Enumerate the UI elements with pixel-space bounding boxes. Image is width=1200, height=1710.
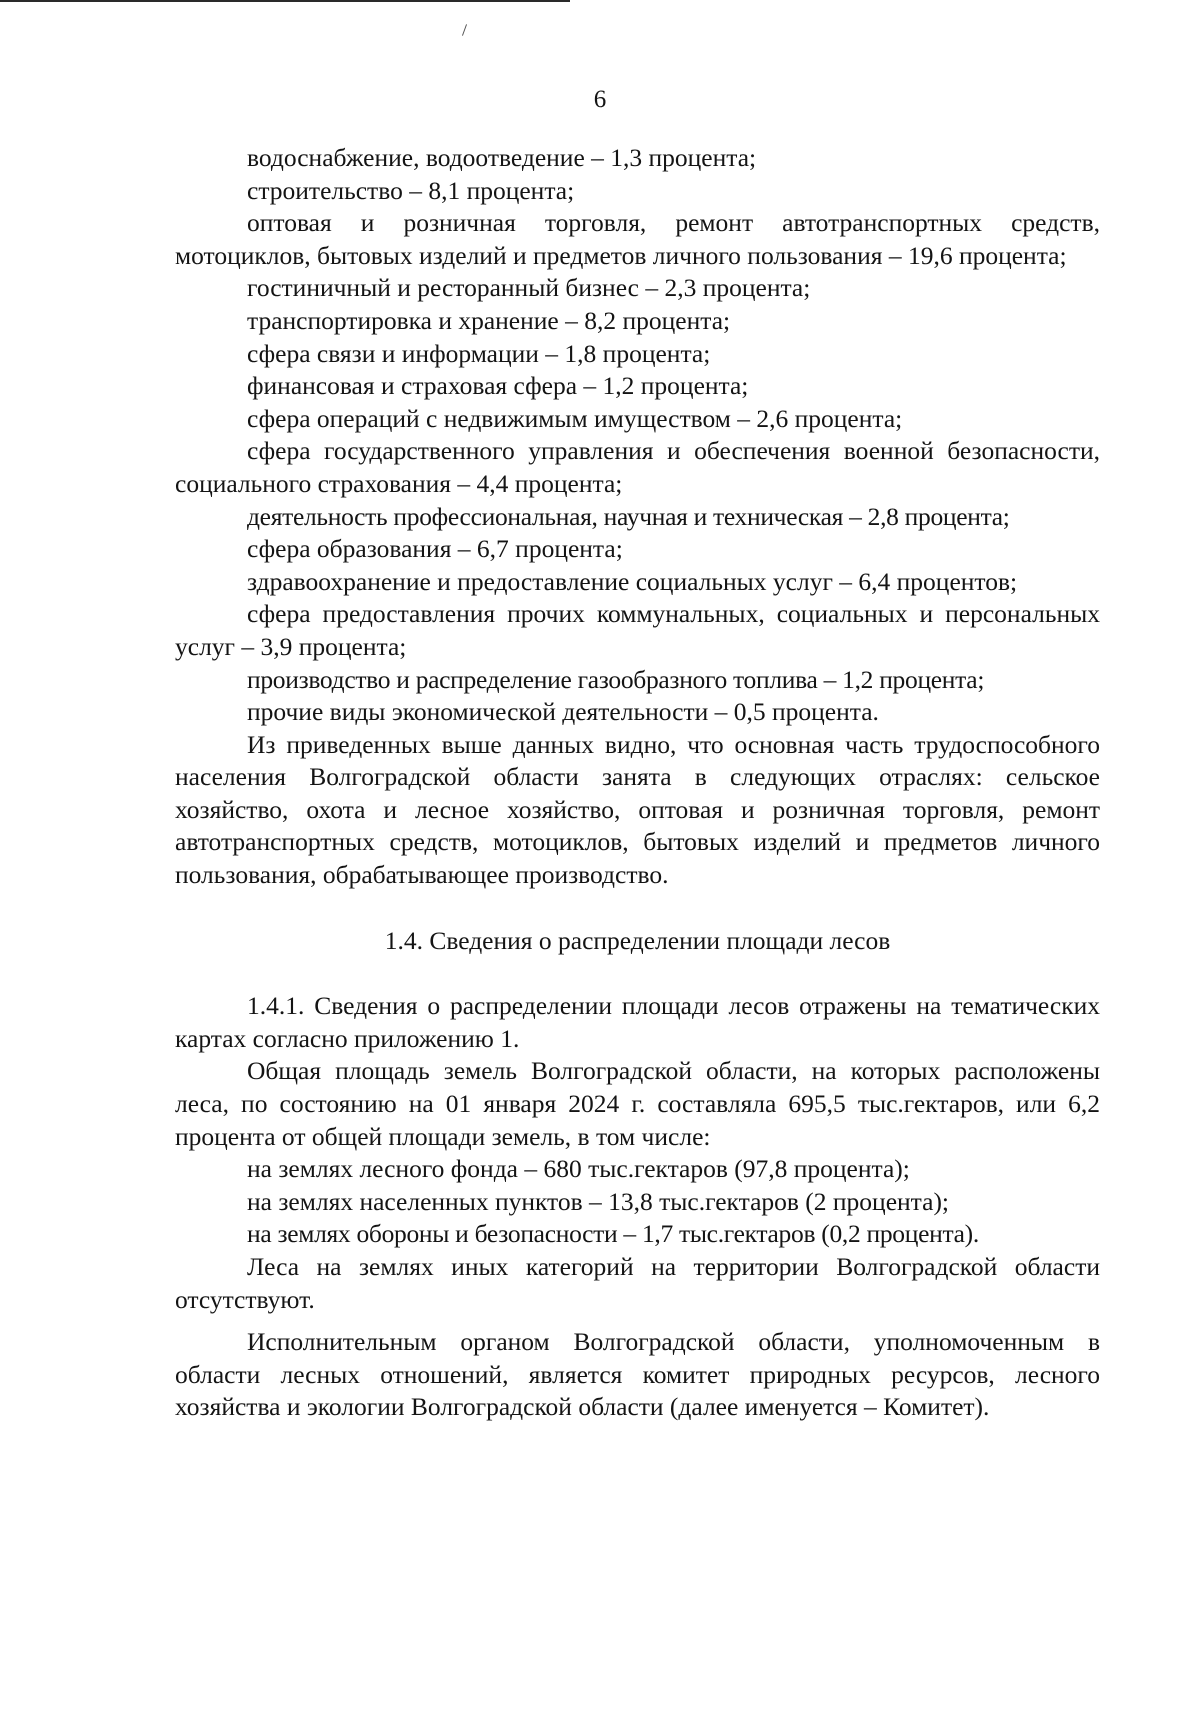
- paragraph: производство и распределение газообразного топлива – 1,2 процента;: [247, 664, 985, 694]
- paragraph: прочие виды экономической деятельности – 0,5 процента.: [247, 697, 879, 727]
- scan-mark: [462, 24, 467, 36]
- spacer: [175, 1316, 1100, 1326]
- paragraph: Леса на землях иных категорий на территории Волгоградской области отсутствуют.: [175, 1252, 1100, 1314]
- paragraph: сфера образования – 6,7 процента;: [247, 534, 623, 564]
- page-number: 6: [593, 86, 607, 113]
- paragraph: сфера предоставления прочих коммунальных, социальных и персональных услуг – 3,9 процента;: [175, 599, 1100, 661]
- paragraph: гостиничный и ресторанный бизнес – 2,3 процента;: [247, 273, 811, 303]
- scan-edge-line: [0, 0, 570, 2]
- paragraph: сфера связи и информации – 1,8 процента;: [247, 338, 711, 368]
- paragraph: оптовая и розничная торговля, ремонт автотранспортных средств, мотоциклов, бытовых изделий и предметов личного пользования – 19,6 процента;: [175, 208, 1100, 270]
- paragraph: водоснабжение, водоотведение – 1,3 процента;: [247, 143, 757, 172]
- paragraph: деятельность профессиональная, научная и техническая – 2,8 процента;: [247, 501, 1010, 531]
- paragraph: здравоохранение и предоставление социальных услуг – 6,4 процентов;: [247, 566, 1018, 596]
- paragraph: Из приведенных выше данных видно, что основная часть трудоспособного населения Волгоградской области занята в следующих отраслях: сельское хозяйство, охота и лесное хозяйство, оптовая и розничная торговля, ремонт автотранспортных средств, мотоциклов, бытовых изделий и предметов личного пользования, обрабатывающее производство.: [175, 729, 1100, 890]
- paragraph: Общая площадь земель Волгоградской области, на которых расположены леса, по состоянию на 01 января 2024 г. составляла 695,5 тыс.гектаров, или 6,2 процента от общей площади земель, в том числе:: [175, 1056, 1100, 1151]
- paragraph: 1.4.1. Сведения о распределении площади лесов отражены на тематических картах согласно приложению 1.: [175, 991, 1100, 1053]
- paragraph: сфера государственного управления и обеспечения военной безопасности, социального страхования – 4,4 процента;: [175, 436, 1100, 498]
- section-heading: 1.4. Сведения о распределении площади лесов: [384, 925, 891, 955]
- spacer: [175, 892, 1100, 925]
- main-text: [175, 142, 1100, 1424]
- paragraph: Исполнительным органом Волгоградской области, уполномоченным в области лесных отношений, является комитет природных ресурсов, лесного хозяйства и экологии Волгоградской области (далее именуется – Комитет).: [175, 1327, 1100, 1422]
- paragraph: финансовая и страховая сфера – 1,2 процента;: [247, 371, 749, 401]
- spacer: [175, 957, 1100, 990]
- paragraph: на землях лесного фонда – 680 тыс.гектаров (97,8 процента);: [247, 1154, 910, 1184]
- paragraph: на землях населенных пунктов – 13,8 тыс.гектаров (2 процента);: [247, 1186, 950, 1216]
- paragraph: на землях обороны и безопасности – 1,7 тыс.гектаров (0,2 процента).: [247, 1219, 979, 1249]
- paragraph: строительство – 8,1 процента;: [247, 175, 575, 205]
- paragraph: транспортировка и хранение – 8,2 процента;: [247, 305, 731, 335]
- paragraph: сфера операций с недвижимым имуществом – 2,6 процента;: [247, 403, 903, 433]
